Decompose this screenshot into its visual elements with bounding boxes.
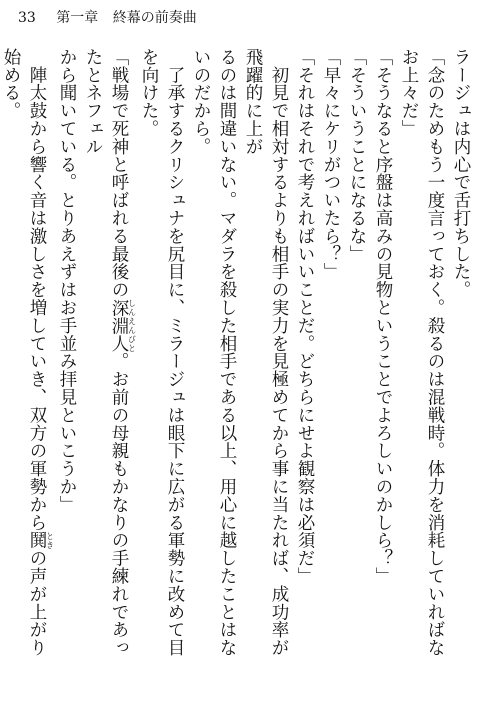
text-segment: 「念のためもう一度言っておく。殺るのは混戦時。体力を消耗していればなお上々だ」 — [399, 48, 445, 657]
ruby-base: 鬨 — [27, 531, 47, 550]
text-segment: 「それはそれで考えればいいことだ。どちらにせよ観察は必須だ」 — [295, 48, 315, 585]
page-number: 33 — [18, 10, 36, 26]
text-line — [54, 48, 80, 666]
text-segment: 初見で相対するよりも相手の実力を見極めてから事に当たれば、成功率が飛躍的に上が — [243, 48, 289, 657]
text-line — [448, 48, 474, 666]
ruby-word — [109, 298, 137, 353]
text-segment: 。お前の母親もかなりの手練れであったとネフェル — [83, 48, 129, 657]
text-line — [318, 48, 344, 666]
text-line — [240, 48, 292, 666]
text-segment: から聞いている。とりあえずはお手並み拝見といこうか」 — [57, 48, 77, 514]
chapter-title: 終幕の前奏曲 — [112, 10, 197, 26]
running-head — [18, 10, 197, 26]
text-line — [188, 48, 240, 666]
text-segment: 了承するクリシュナを尻目に、ミラージュは眼下に広がる軍勢に改めて目を向けた。 — [139, 48, 185, 657]
text-line — [344, 48, 370, 666]
text-segment: ラージュは内心で舌打ちした。 — [451, 48, 471, 299]
text-segment: 「早々にケリがついたら？」 — [321, 48, 341, 281]
text-line — [136, 48, 188, 666]
text-segment: 陣太鼓から響く音は激しさを増していき、双方の軍勢から — [27, 48, 47, 532]
text-segment: るのは間違いない。マダラを殺した相手である以上、用心に越したことはないのだから。 — [191, 48, 237, 657]
ruby-base: 深淵人 — [109, 298, 129, 353]
text-line — [80, 48, 136, 666]
ruby-reading: とき — [45, 531, 55, 550]
text-line — [370, 48, 396, 666]
ruby-word — [27, 531, 55, 550]
text-line — [396, 48, 448, 666]
text-segment: 「そうなると序盤は高みの見物ということでよろしいのかしら？」 — [373, 48, 393, 585]
text-segment: 「戦場で死神と呼ばれる最後の — [109, 48, 129, 299]
chapter-label: 第一章 — [56, 10, 99, 26]
text-segment: 「そういうことになるな」 — [347, 48, 367, 263]
vertical-text-body — [1, 48, 474, 666]
text-line — [0, 48, 54, 666]
text-segment: の声が上がり始める。 — [1, 48, 47, 657]
text-line — [292, 48, 318, 666]
ruby-reading: しんえんびと — [127, 298, 137, 353]
